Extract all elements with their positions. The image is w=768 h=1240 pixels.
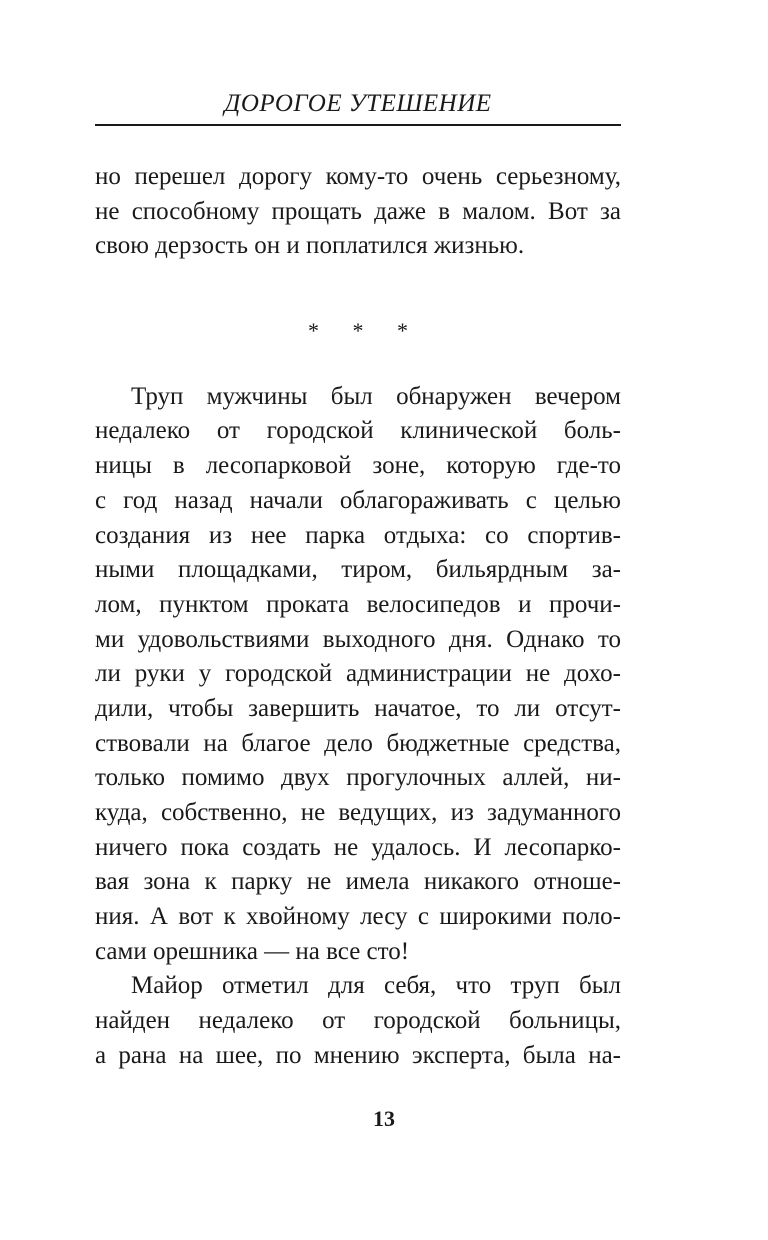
section-separator: * * * bbox=[308, 318, 422, 344]
paragraph-continuation bbox=[95, 160, 621, 264]
text-line: ствовали на благое дело бюджетные средства, bbox=[95, 729, 621, 757]
text-line: ными площадками, тиром, бильярдным за- bbox=[95, 556, 621, 584]
text-line: свою дерзость он и поплатился жизнью. bbox=[95, 232, 525, 260]
text-line: куда, собственно, не ведущих, из задуманного bbox=[95, 799, 621, 826]
text-line: а рана на шее, по мнению эксперта, была на- bbox=[95, 1041, 621, 1069]
page-body bbox=[95, 160, 621, 1074]
text-line: сами орешника — на все сто! bbox=[95, 937, 410, 965]
text-line: дили, чтобы завершить начатое, то ли отсут- bbox=[95, 694, 621, 722]
text-line: ми удовольствиями выходного дня. Однако то bbox=[95, 625, 621, 653]
text-line: Майор отметил для себя, что труп был bbox=[131, 972, 621, 1000]
text-line: недалеко от городской клинической боль- bbox=[95, 417, 621, 445]
running-header bbox=[95, 86, 621, 126]
paragraph-body bbox=[95, 969, 621, 1073]
text-line: создания из нее парка отдыха: со спортив- bbox=[95, 521, 621, 549]
text-line: только помимо двух прогулочных аллей, ни- bbox=[95, 764, 621, 792]
text-line: ли руки у городской администрации не дохо- bbox=[95, 660, 621, 688]
text-line: но перешел дорогу кому-то очень серьезному, bbox=[95, 163, 621, 190]
text-line: вая зона к парку не имела никакого отноше- bbox=[95, 868, 621, 896]
text-line: лом, пунктом проката велосипедов и прочи- bbox=[95, 590, 621, 618]
text-line: не способному прощать даже в малом. Вот за bbox=[95, 197, 621, 225]
paragraph-body bbox=[95, 380, 621, 970]
page-number: 13 bbox=[373, 1106, 395, 1131]
text-line: с год назад начали облагораживать с целью bbox=[95, 486, 621, 514]
text-line: ния. А вот к хвойному лесу с широкими поло- bbox=[95, 903, 621, 931]
running-header-title: ДОРОГОЕ УТЕШЕНИЕ bbox=[224, 90, 492, 117]
text-line: ницы в лесопарковой зоне, которую где-то bbox=[95, 452, 621, 480]
text-line: Труп мужчины был обнаружен вечером bbox=[131, 382, 621, 410]
text-line: ничего пока создать не удалось. И лесопарко- bbox=[95, 833, 621, 861]
text-line: найден недалеко от городской больницы, bbox=[95, 1007, 621, 1035]
